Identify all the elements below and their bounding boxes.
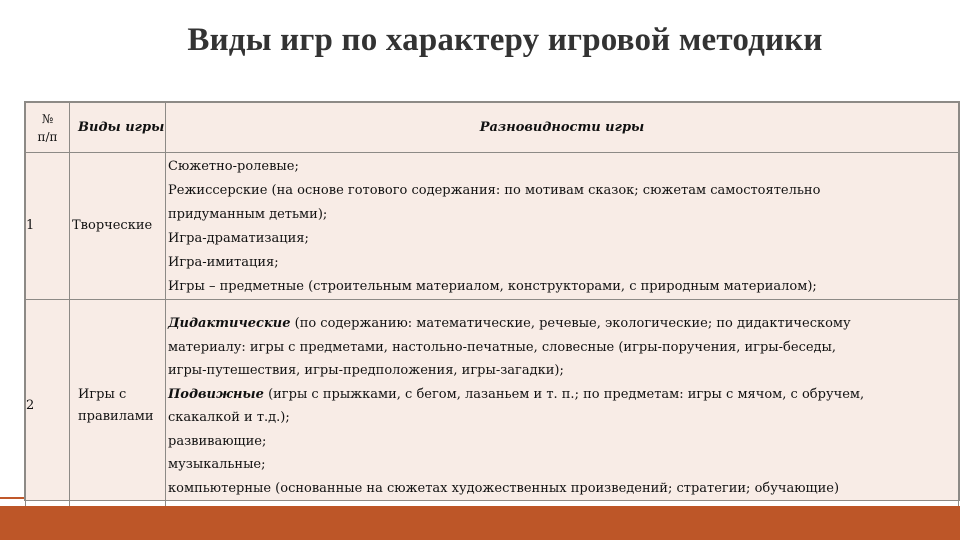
header-variants: Разновидности игры [166, 103, 959, 153]
variant-line: Игры – предметные (строительным материалом, конструкторами, с природным материалом); [168, 279, 817, 294]
table-row [26, 300, 959, 512]
variant-line: развивающие; [168, 433, 267, 449]
row-type-text: Игры с правилами [78, 386, 154, 424]
didactic-text: (по содержанию: математические, речевые, экологические; по дидактическому [290, 316, 851, 331]
variant-line: Режиссерские (на основе готового содержания: по мотивам сказок; сюжетам самостоятельно [168, 183, 821, 198]
row-type: Творческие [70, 153, 166, 300]
table-header-row [26, 103, 959, 153]
row-type [70, 300, 166, 512]
row-variants [166, 300, 959, 512]
variant-line: Сюжетно-ролевые; [168, 159, 299, 174]
footer-bar [0, 506, 960, 540]
variant-line: скакалкой и т.д.); [168, 410, 290, 425]
variant-line: материалу: игры с предметами, настольно-печатные, словесные (игры-поручения, игры-беседы, [168, 339, 837, 355]
variant-line: придуманным детьми); [168, 207, 328, 222]
variant-line: Игра-драматизация; [168, 231, 309, 246]
variant-line: Игра-имитация; [168, 255, 279, 270]
header-no: № п/п [26, 103, 70, 153]
game-types-table [24, 101, 960, 501]
variant-line: игры-путешествия, игры-предположения, игры-загадки); [168, 363, 564, 378]
page-title: Виды игр по характеру игровой методики [187, 22, 823, 58]
variant-line: компьютерные (основанные на сюжетах художественных произведений; стратегии; обучающие) [168, 480, 840, 496]
variant-line [168, 312, 956, 336]
table-row [26, 153, 959, 300]
mobile-text: (игры с прыжками, с бегом, лазаньем и т. п.; по предметам: игры с мячом, с обручем, [263, 386, 865, 402]
variant-line [168, 383, 956, 407]
didactic-label: Дидактические [168, 316, 291, 331]
header-type: Виды игры [70, 103, 166, 153]
row-number: 2 [26, 300, 70, 512]
row-variants [166, 153, 959, 300]
accent-line [0, 497, 24, 499]
variant-line: музыкальные; [168, 457, 266, 472]
mobile-label: Подвижные [168, 386, 264, 402]
row-number: 1 [26, 153, 70, 300]
